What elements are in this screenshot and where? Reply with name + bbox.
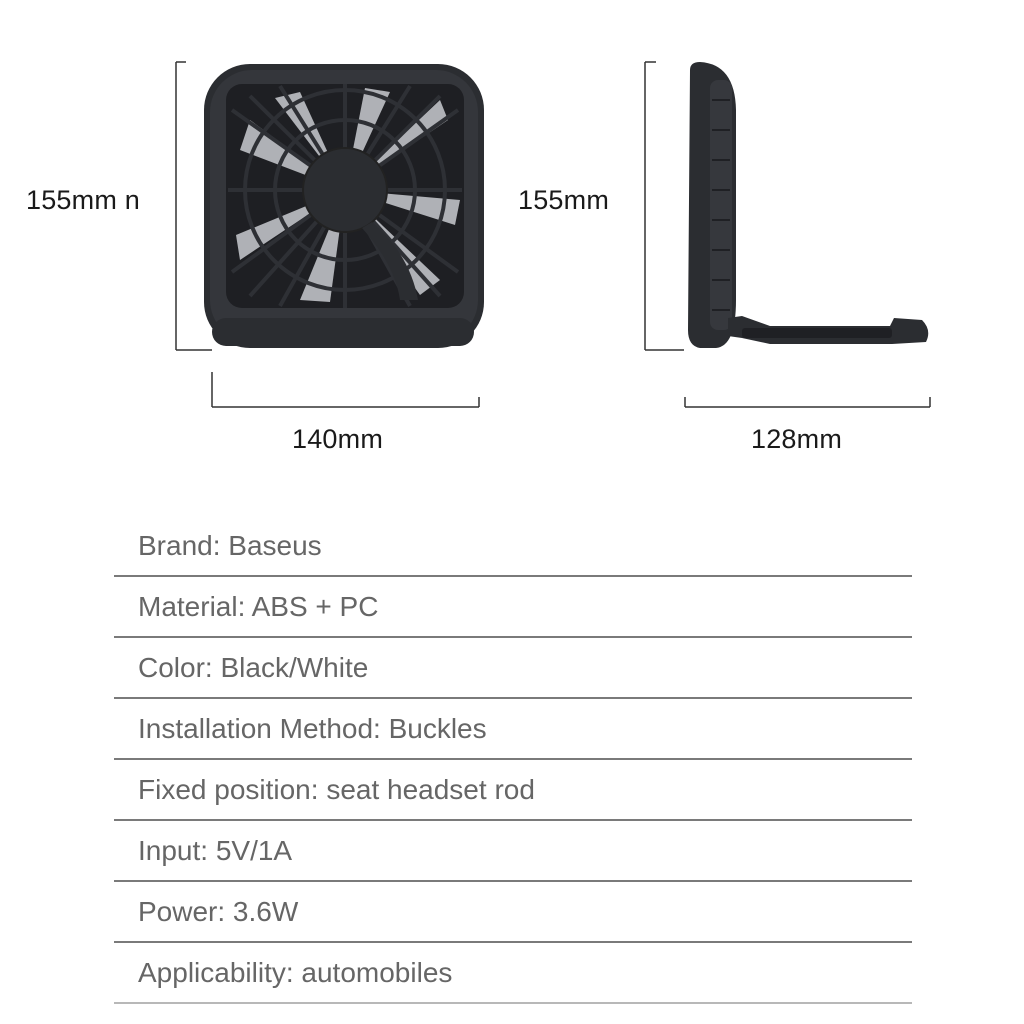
spec-row-fixed-position: Fixed position: seat headset rod (114, 760, 912, 821)
spec-row-brand: Brand: Baseus (114, 516, 912, 577)
spec-row-input: Input: 5V/1A (114, 821, 912, 882)
spec-row-color: Color: Black/White (114, 638, 912, 699)
side-height-bracket (645, 62, 684, 350)
side-width-label: 128mm (751, 424, 843, 454)
side-width-bracket (685, 397, 930, 407)
product-diagram (0, 0, 1024, 500)
fan-side-view (688, 62, 928, 348)
front-height-label: 155mm n (26, 185, 140, 215)
spec-table (114, 516, 912, 1004)
side-height-label: 155mm (518, 185, 610, 215)
front-width-label: 140mm (292, 424, 384, 454)
spec-row-power: Power: 3.6W (114, 882, 912, 943)
spec-row-installation: Installation Method: Buckles (114, 699, 912, 760)
front-width-bracket (212, 372, 479, 407)
spec-row-applicability: Applicability: automobiles (114, 943, 912, 1004)
fan-front-view (204, 64, 484, 348)
spec-row-material: Material: ABS + PC (114, 577, 912, 638)
